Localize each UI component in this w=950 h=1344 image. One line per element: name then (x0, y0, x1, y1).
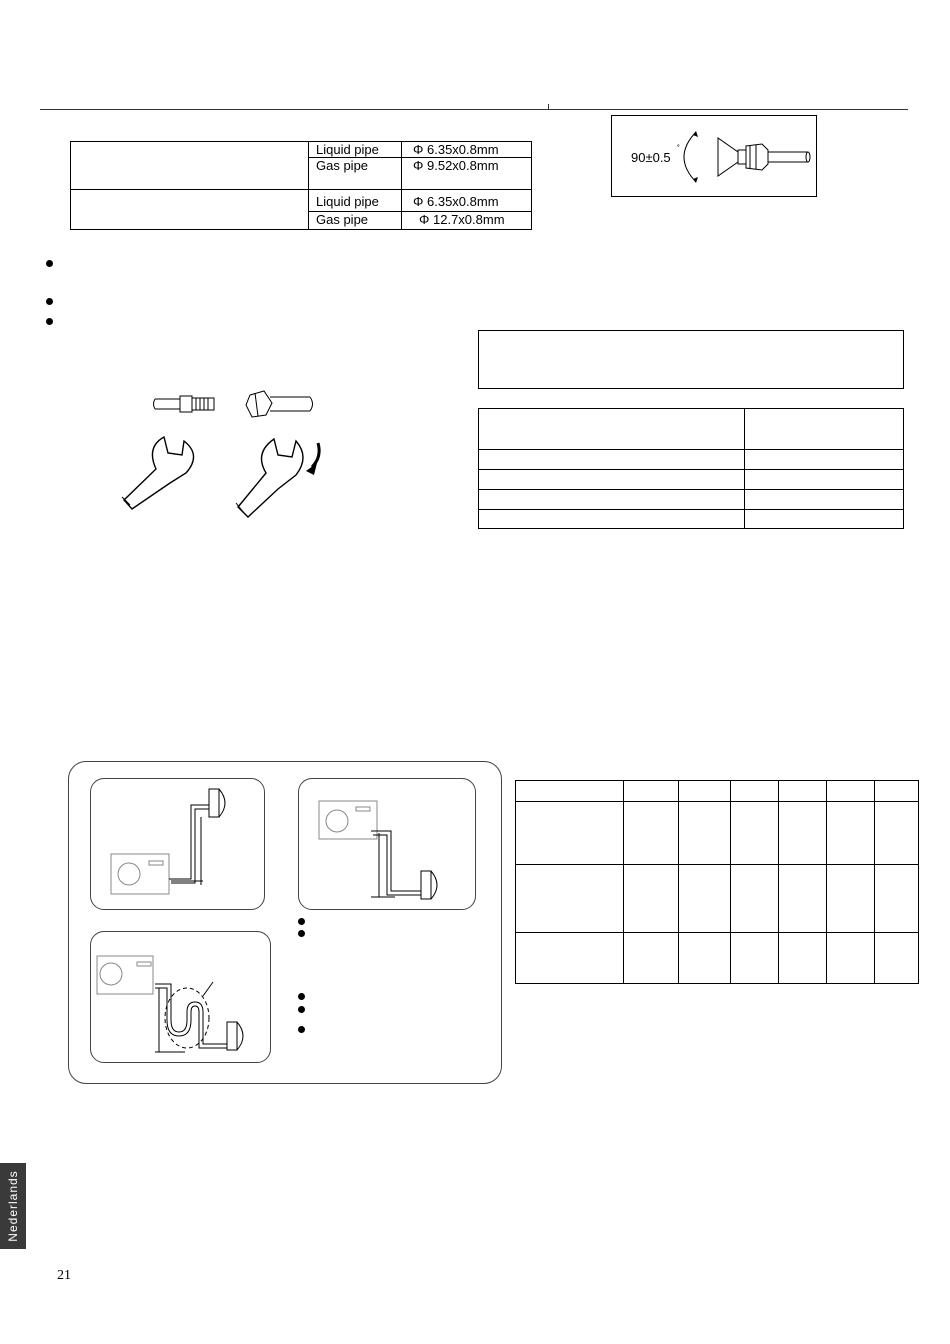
list-bullet (46, 260, 53, 267)
pipe-diameter-symbol: Φ (419, 212, 430, 227)
pipe-spec-table (70, 141, 532, 230)
diagram-outdoor-below (90, 778, 265, 910)
flare-angle-label: 90±0.5 (631, 150, 671, 165)
list-bullet (298, 1026, 305, 1033)
pipe-type-cell: Liquid pipe (316, 142, 379, 157)
language-tab (0, 1163, 26, 1249)
table-row-divider (516, 801, 918, 802)
table-divider (623, 781, 624, 983)
table-divider (778, 781, 779, 983)
table-divider (730, 781, 731, 983)
outdoor-above-illustration (299, 779, 475, 909)
table-divider (401, 142, 402, 229)
torque-table (478, 408, 904, 529)
list-bullet (298, 993, 305, 1000)
flare-angle-diagram (611, 115, 817, 197)
header-rule-tick (548, 104, 549, 110)
diagram-oil-trap (90, 931, 271, 1063)
list-bullet (298, 918, 305, 925)
language-label: Nederlands (6, 1170, 20, 1242)
table-row-divider (479, 469, 903, 470)
pipe-length-table (515, 780, 919, 984)
table-divider (308, 142, 309, 229)
pipe-diameter-symbol: Φ (413, 194, 424, 209)
note-box (478, 330, 904, 389)
pipe-diameter-symbol: Φ (413, 158, 424, 173)
pipe-size-cell: 6.35x0.8mm (427, 142, 499, 157)
table-row-divider (516, 864, 918, 865)
header-rule (40, 109, 908, 110)
table-divider (678, 781, 679, 983)
list-bullet (46, 298, 53, 305)
list-bullet (298, 930, 305, 937)
table-row-divider (71, 189, 531, 190)
table-row-divider (516, 932, 918, 933)
pipe-type-cell: Liquid pipe (316, 194, 379, 209)
flare-pipe-illustration (612, 116, 816, 196)
table-row-divider (479, 449, 903, 450)
pipe-type-cell: Gas pipe (316, 212, 369, 227)
wrench-illustration (110, 385, 340, 520)
pipe-size-cell: 6.35x0.8mm (427, 194, 499, 209)
list-bullet (46, 318, 53, 325)
diagram-outdoor-above (298, 778, 476, 910)
installation-panel (68, 761, 502, 1084)
table-divider (826, 781, 827, 983)
list-bullet (298, 1006, 305, 1013)
table-divider (874, 781, 875, 983)
pipe-diameter-symbol: Φ (413, 142, 424, 157)
page-number: 21 (57, 1268, 71, 1283)
outdoor-below-illustration (91, 779, 264, 909)
table-row-divider (479, 489, 903, 490)
pipe-type-cell: Gas pipe (316, 158, 369, 173)
pipe-size-cell: 9.52x0.8mm (427, 158, 499, 173)
table-row-divider (479, 509, 903, 510)
pipe-size-cell: 12.7x0.8mm (433, 212, 505, 227)
oil-trap-illustration (91, 932, 270, 1062)
degree-mark: ˚ (677, 144, 680, 154)
